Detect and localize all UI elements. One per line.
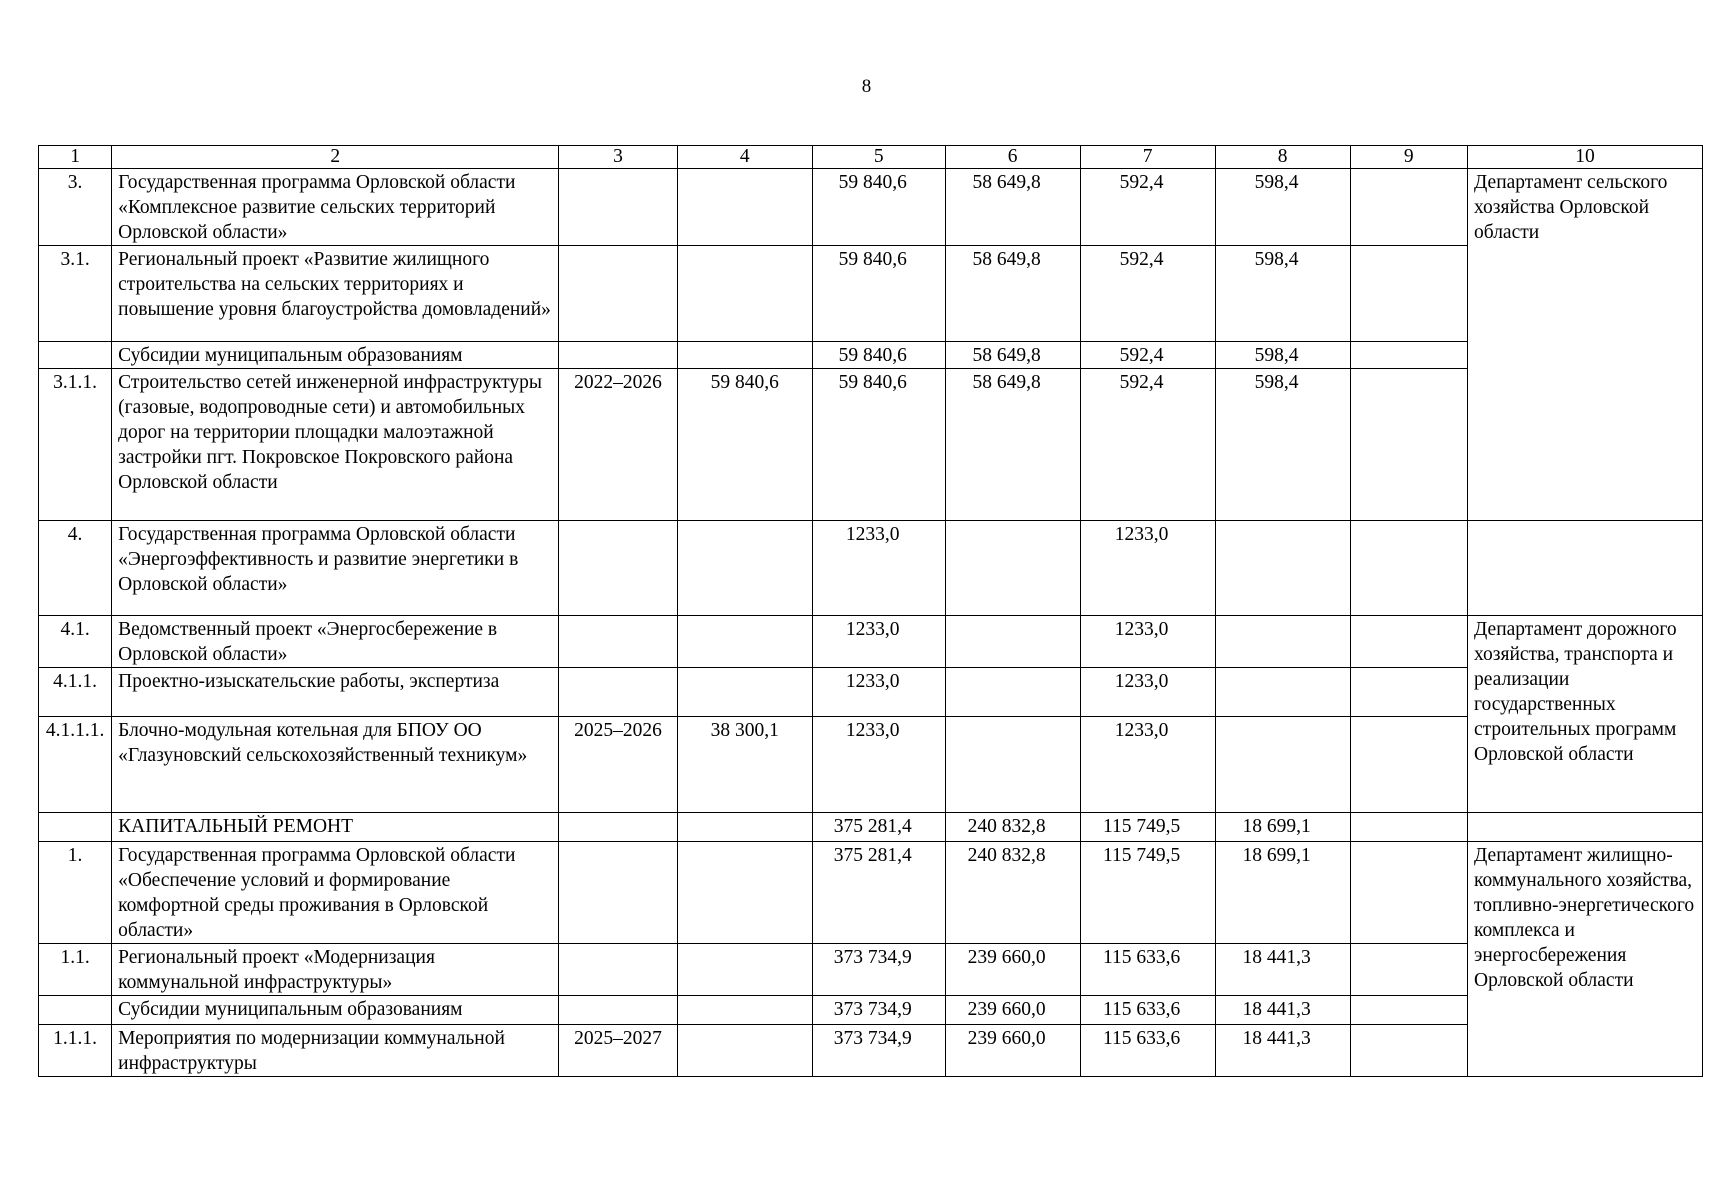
row-number-cell: 4.1.1.1. (39, 717, 112, 813)
period-cell (559, 944, 677, 996)
value-col5-cell: 1233,0 (812, 717, 945, 813)
executor-cell (1468, 521, 1703, 616)
value-col5-cell: 373 734,9 (812, 1025, 945, 1077)
header-row (39, 146, 1703, 169)
row-number-cell: 4.1. (39, 616, 112, 668)
value-col9-cell (1350, 616, 1467, 668)
value-col6-cell: 58 649,8 (945, 246, 1080, 342)
total-cost-cell (677, 521, 812, 616)
row-number-cell (39, 813, 112, 842)
item-name-cell: Государственная программа Орловской области «Энергоэффективность и развитие энергетики в Орловской области» (112, 521, 559, 616)
value-col8-cell (1215, 521, 1350, 616)
value-col6-cell: 58 649,8 (945, 369, 1080, 521)
header-cell: 6 (945, 146, 1080, 169)
value-col7-cell: 115 633,6 (1080, 944, 1215, 996)
executor-cell: Департамент дорожного хозяйства, транспорта и реализации государственных строительных программ Орловской области (1468, 616, 1703, 813)
item-name-cell: Региональный проект «Развитие жилищного строительства на сельских территориях и повышение уровня благоустройства домовладений» (112, 246, 559, 342)
value-col9-cell (1350, 944, 1467, 996)
row-number-cell: 1.1. (39, 944, 112, 996)
value-col9-cell (1350, 369, 1467, 521)
value-col6-cell (945, 616, 1080, 668)
total-cost-cell (677, 616, 812, 668)
period-cell (559, 668, 677, 717)
item-name-cell: Региональный проект «Модернизация коммунальной инфраструктуры» (112, 944, 559, 996)
period-cell (559, 246, 677, 342)
period-cell (559, 996, 677, 1025)
value-col9-cell (1350, 169, 1467, 246)
period-cell: 2025–2026 (559, 717, 677, 813)
value-col7-cell: 115 749,5 (1080, 813, 1215, 842)
table-row (39, 668, 1703, 717)
item-name-cell: Мероприятия по модернизации коммунальной инфраструктуры (112, 1025, 559, 1077)
period-cell: 2022–2026 (559, 369, 677, 521)
value-col8-cell: 18 699,1 (1215, 813, 1350, 842)
item-name-cell: Государственная программа Орловской области «Комплексное развитие сельских территорий Орловской области» (112, 169, 559, 246)
total-cost-cell (677, 842, 812, 944)
executor-cell: Департамент сельского хозяйства Орловской области (1468, 169, 1703, 521)
total-cost-cell (677, 169, 812, 246)
row-number-cell: 3.1. (39, 246, 112, 342)
budget-table (38, 145, 1703, 1077)
value-col7-cell: 1233,0 (1080, 717, 1215, 813)
header-cell: 3 (559, 146, 677, 169)
value-col8-cell (1215, 717, 1350, 813)
table-row (39, 944, 1703, 996)
period-cell (559, 169, 677, 246)
value-col5-cell: 373 734,9 (812, 996, 945, 1025)
header-cell: 4 (677, 146, 812, 169)
row-number-cell: 3.1.1. (39, 369, 112, 521)
item-name-cell: Блочно-модульная котельная для БПОУ ОО «Глазуновский сельскохозяйственный техникум» (112, 717, 559, 813)
table-row (39, 246, 1703, 342)
period-cell (559, 616, 677, 668)
value-col7-cell: 1233,0 (1080, 616, 1215, 668)
item-name-cell: КАПИТАЛЬНЫЙ РЕМОНТ (112, 813, 559, 842)
value-col8-cell: 18 441,3 (1215, 1025, 1350, 1077)
value-col9-cell (1350, 668, 1467, 717)
value-col5-cell: 375 281,4 (812, 842, 945, 944)
table-row (39, 842, 1703, 944)
item-name-cell: Ведомственный проект «Энергосбережение в Орловской области» (112, 616, 559, 668)
value-col8-cell: 18 441,3 (1215, 944, 1350, 996)
period-cell (559, 842, 677, 944)
header-cell: 1 (39, 146, 112, 169)
value-col6-cell: 239 660,0 (945, 996, 1080, 1025)
header-cell: 8 (1215, 146, 1350, 169)
value-col9-cell (1350, 996, 1467, 1025)
table-row (39, 169, 1703, 246)
row-number-cell: 1. (39, 842, 112, 944)
header-cell: 10 (1468, 146, 1703, 169)
value-col7-cell: 592,4 (1080, 169, 1215, 246)
table-row (39, 813, 1703, 842)
value-col8-cell: 598,4 (1215, 246, 1350, 342)
table-row (39, 342, 1703, 369)
value-col5-cell: 59 840,6 (812, 369, 945, 521)
period-cell (559, 813, 677, 842)
value-col5-cell: 59 840,6 (812, 246, 945, 342)
value-col7-cell: 592,4 (1080, 369, 1215, 521)
table-row (39, 616, 1703, 668)
value-col7-cell: 1233,0 (1080, 668, 1215, 717)
value-col9-cell (1350, 521, 1467, 616)
value-col5-cell: 59 840,6 (812, 342, 945, 369)
value-col5-cell: 375 281,4 (812, 813, 945, 842)
item-name-cell: Субсидии муниципальным образованиям (112, 996, 559, 1025)
row-number-cell: 1.1.1. (39, 1025, 112, 1077)
row-number-cell: 3. (39, 169, 112, 246)
header-cell: 5 (812, 146, 945, 169)
period-cell (559, 342, 677, 369)
value-col7-cell: 1233,0 (1080, 521, 1215, 616)
row-number-cell: 4. (39, 521, 112, 616)
value-col8-cell: 18 699,1 (1215, 842, 1350, 944)
item-name-cell: Проектно-изыскательские работы, экспертиза (112, 668, 559, 717)
value-col8-cell: 18 441,3 (1215, 996, 1350, 1025)
value-col5-cell: 59 840,6 (812, 169, 945, 246)
total-cost-cell (677, 813, 812, 842)
table-row (39, 1025, 1703, 1077)
row-number-cell (39, 342, 112, 369)
total-cost-cell (677, 944, 812, 996)
value-col6-cell: 58 649,8 (945, 169, 1080, 246)
value-col8-cell: 598,4 (1215, 342, 1350, 369)
value-col7-cell: 592,4 (1080, 342, 1215, 369)
header-cell: 9 (1350, 146, 1467, 169)
value-col5-cell: 1233,0 (812, 616, 945, 668)
total-cost-cell (677, 342, 812, 369)
value-col6-cell: 240 832,8 (945, 813, 1080, 842)
value-col7-cell: 115 633,6 (1080, 1025, 1215, 1077)
value-col7-cell: 115 749,5 (1080, 842, 1215, 944)
value-col9-cell (1350, 842, 1467, 944)
total-cost-cell: 38 300,1 (677, 717, 812, 813)
row-number-cell (39, 996, 112, 1025)
header-cell: 7 (1080, 146, 1215, 169)
item-name-cell: Государственная программа Орловской области «Обеспечение условий и формирование комфортной среды проживания в Орловской области» (112, 842, 559, 944)
value-col5-cell: 373 734,9 (812, 944, 945, 996)
total-cost-cell (677, 246, 812, 342)
value-col9-cell (1350, 246, 1467, 342)
value-col9-cell (1350, 813, 1467, 842)
value-col6-cell: 240 832,8 (945, 842, 1080, 944)
value-col7-cell: 592,4 (1080, 246, 1215, 342)
value-col6-cell (945, 521, 1080, 616)
value-col7-cell: 115 633,6 (1080, 996, 1215, 1025)
executor-cell (1468, 813, 1703, 842)
value-col9-cell (1350, 1025, 1467, 1077)
value-col6-cell: 239 660,0 (945, 1025, 1080, 1077)
total-cost-cell (677, 1025, 812, 1077)
value-col6-cell: 239 660,0 (945, 944, 1080, 996)
value-col8-cell (1215, 616, 1350, 668)
total-cost-cell (677, 668, 812, 717)
total-cost-cell: 59 840,6 (677, 369, 812, 521)
value-col8-cell: 598,4 (1215, 169, 1350, 246)
value-col6-cell (945, 668, 1080, 717)
value-col6-cell (945, 717, 1080, 813)
value-col9-cell (1350, 717, 1467, 813)
header-cell: 2 (112, 146, 559, 169)
table-row (39, 996, 1703, 1025)
period-cell: 2025–2027 (559, 1025, 677, 1077)
executor-cell: Департамент жилищно-коммунального хозяйства, топливно-энергетического комплекса и энергосбережения Орловской области (1468, 842, 1703, 1077)
period-cell (559, 521, 677, 616)
page-number: 8 (861, 76, 872, 97)
value-col5-cell: 1233,0 (812, 521, 945, 616)
value-col8-cell: 598,4 (1215, 369, 1350, 521)
row-number-cell: 4.1.1. (39, 668, 112, 717)
total-cost-cell (677, 996, 812, 1025)
value-col6-cell: 58 649,8 (945, 342, 1080, 369)
table-row (39, 369, 1703, 521)
table-row (39, 717, 1703, 813)
value-col5-cell: 1233,0 (812, 668, 945, 717)
value-col9-cell (1350, 342, 1467, 369)
item-name-cell: Строительство сетей инженерной инфраструктуры (газовые, водопроводные сети) и автомобильных дорог на территории площадки малоэтажной застройки пгт. Покровское Покровского района Орловской области (112, 369, 559, 521)
item-name-cell: Субсидии муниципальным образованиям (112, 342, 559, 369)
table-row (39, 521, 1703, 616)
value-col8-cell (1215, 668, 1350, 717)
